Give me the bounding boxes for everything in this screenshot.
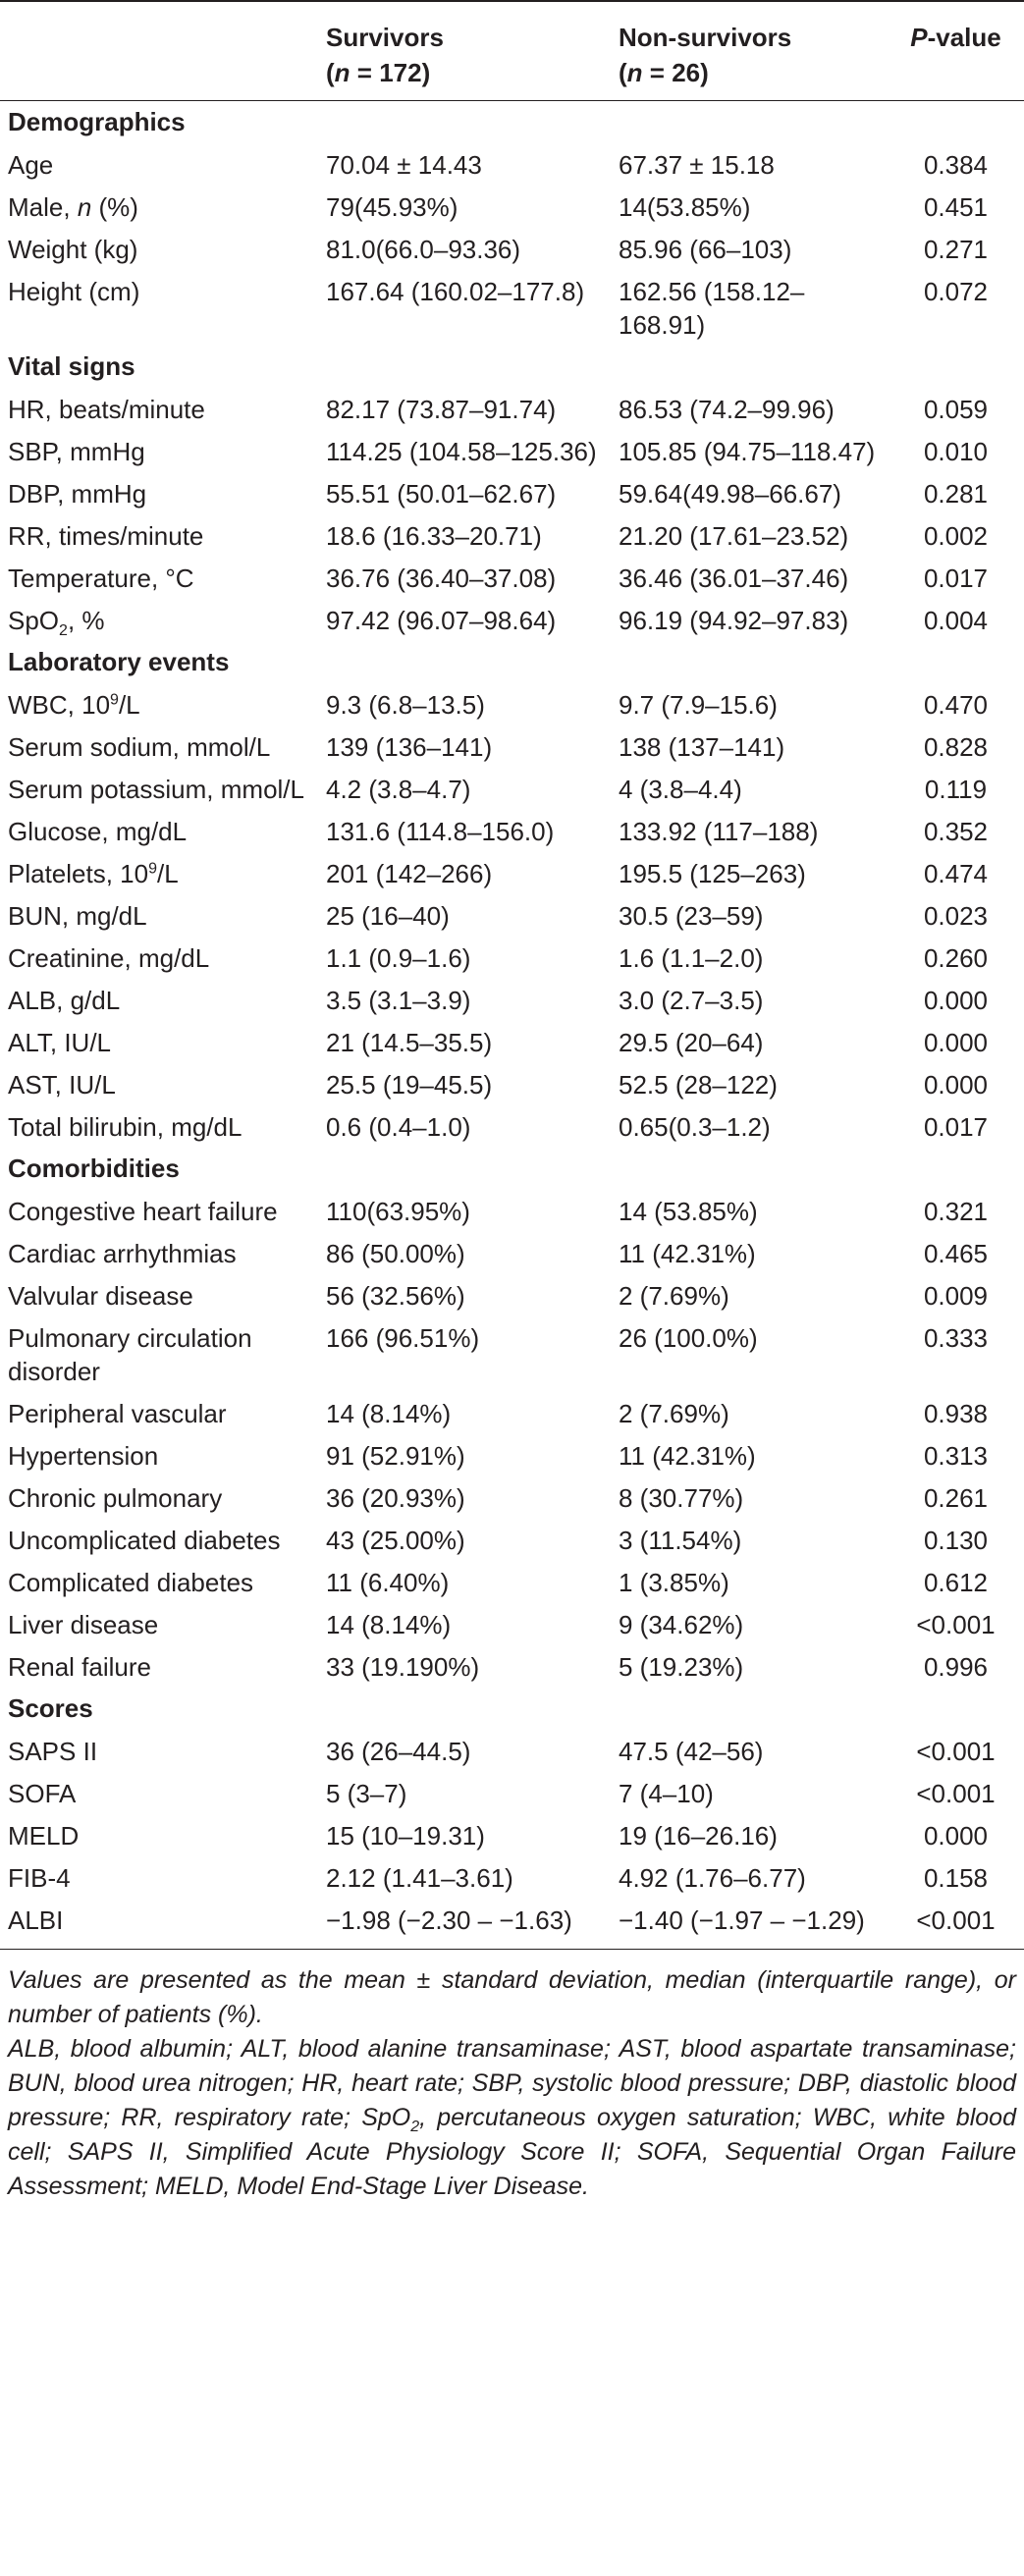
table-row xyxy=(0,270,1024,346)
nonsurvivors-value: 2 (7.69%) xyxy=(619,1281,729,1311)
table-row xyxy=(0,186,1024,228)
table-row xyxy=(0,1814,1024,1856)
p-value: 0.321 xyxy=(923,1197,989,1226)
survivors-value: 36 (20.93%) xyxy=(326,1483,465,1513)
variable-name: Serum potassium, mmol/L xyxy=(8,775,304,804)
table-row xyxy=(0,1519,1024,1561)
nonsurvivors-value: 3 (11.54%) xyxy=(619,1526,742,1555)
table-row xyxy=(0,1316,1024,1392)
p-value: 0.009 xyxy=(923,1281,989,1311)
variable-name: Liver disease xyxy=(8,1610,159,1639)
table-row xyxy=(0,388,1024,430)
nonsurvivors-value: 105.85 (94.75–118.47) xyxy=(619,437,876,466)
p-value: 0.333 xyxy=(923,1323,989,1353)
nonsurvivors-value: 133.92 (117–188) xyxy=(619,817,819,846)
variable-name: Temperature, °C xyxy=(8,564,194,593)
p-value: 0.002 xyxy=(923,521,989,551)
header-variable xyxy=(0,1,314,101)
p-value: 0.000 xyxy=(923,986,989,1015)
survivors-value: 5 (3–7) xyxy=(326,1779,407,1808)
p-value: 0.465 xyxy=(923,1239,989,1268)
table-row xyxy=(0,1772,1024,1814)
variable-name: ALT, IU/L xyxy=(8,1028,112,1057)
p-value: 0.119 xyxy=(924,775,988,804)
survivors-value: 0.6 (0.4–1.0) xyxy=(326,1112,471,1142)
p-value: 0.938 xyxy=(923,1399,989,1428)
variable-name: FIB-4 xyxy=(8,1863,71,1893)
survivors-value: 4.2 (3.8–4.7) xyxy=(326,775,471,804)
survivors-value: 70.04 ± 14.43 xyxy=(326,150,482,180)
variable-name: Weight (kg) xyxy=(8,235,138,264)
nonsurvivors-value: 7 (4–10) xyxy=(619,1779,714,1808)
nonsurvivors-value: 14 (53.85%) xyxy=(619,1197,758,1226)
survivors-value: 21 (14.5–35.5) xyxy=(326,1028,493,1057)
survivors-value: 25.5 (19–45.5) xyxy=(326,1070,493,1100)
nonsurvivors-value: 4.92 (1.76–6.77) xyxy=(619,1863,806,1893)
survivors-value: 81.0(66.0–93.36) xyxy=(326,235,521,264)
nonsurvivors-value: 5 (19.23%) xyxy=(619,1652,744,1682)
survivors-value: 82.17 (73.87–91.74) xyxy=(326,395,557,424)
survivors-value: 86 (50.00%) xyxy=(326,1239,465,1268)
variable-name: DBP, mmHg xyxy=(8,479,147,509)
p-value: 0.313 xyxy=(923,1441,989,1471)
nonsurvivors-value: 138 (137–141) xyxy=(619,732,785,762)
nonsurvivors-value: −1.40 (−1.97 – −1.29) xyxy=(607,1899,888,1950)
survivors-value: 139 (136–141) xyxy=(326,732,493,762)
footnote-values-note: Values are presented as the mean ± standard deviation, median (interquartile range), or number of patients (%). xyxy=(8,1966,1016,2028)
p-value: 0.281 xyxy=(923,479,989,509)
nonsurvivors-value: 96.19 (94.92–97.83) xyxy=(619,606,849,635)
table-row xyxy=(0,979,1024,1021)
p-value: 0.059 xyxy=(923,395,989,424)
variable-name: Chronic pulmonary xyxy=(8,1483,223,1513)
variable-name: WBC, $10^9/L$ xyxy=(8,690,140,720)
table-row xyxy=(0,1105,1024,1148)
table-row xyxy=(0,1603,1024,1645)
table-row xyxy=(0,1434,1024,1476)
table-row xyxy=(0,1856,1024,1899)
section-header-comorb xyxy=(0,1148,1024,1190)
table-row xyxy=(0,599,1024,641)
table-row xyxy=(0,1476,1024,1519)
table-row xyxy=(0,228,1024,270)
nonsurvivors-value: 26 (100.0%) xyxy=(619,1323,758,1353)
nonsurvivors-value: 52.5 (28–122) xyxy=(619,1070,778,1100)
variable-name: Age xyxy=(8,150,54,180)
table-footnote xyxy=(0,1950,1024,2204)
variable-name: Serum sodium, mmol/L xyxy=(8,732,271,762)
variable-name: Platelets, $10^9/L$ xyxy=(8,859,179,888)
nonsurvivors-value: 29.5 (20–64) xyxy=(619,1028,764,1057)
table-row xyxy=(0,514,1024,557)
p-value: 0.010 xyxy=(923,437,989,466)
table-row xyxy=(0,683,1024,725)
nonsurvivors-value: 36.46 (36.01–37.46) xyxy=(619,564,849,593)
nonsurvivors-value: 1.6 (1.1–2.0) xyxy=(619,943,764,973)
table-body xyxy=(0,101,1024,1950)
survivors-value: 110(63.95%) xyxy=(326,1197,470,1226)
p-value: <0.001 xyxy=(916,1610,996,1639)
nonsurvivors-value: 11 (42.31%) xyxy=(619,1441,756,1471)
variable-name: Total bilirubin, mg/dL xyxy=(8,1112,243,1142)
p-value: <0.001 xyxy=(916,1737,996,1766)
variable-name: RR, times/minute xyxy=(8,521,204,551)
variable-name: Valvular disease xyxy=(8,1281,193,1311)
table-header-row xyxy=(0,1,1024,101)
survivors-value: 14 (8.14%) xyxy=(326,1399,452,1428)
p-value: 0.451 xyxy=(923,192,989,222)
variable-name: SpO$_2$, % xyxy=(8,606,105,640)
section-title: Scores xyxy=(8,1693,93,1723)
variable-name: Peripheral vascular xyxy=(8,1399,227,1428)
survivors-value: 43 (25.00%) xyxy=(326,1526,465,1555)
table-row xyxy=(0,1063,1024,1105)
survivors-value: 15 (10–19.31) xyxy=(326,1821,485,1851)
nonsurvivors-value: 4 (3.8–4.4) xyxy=(619,775,742,804)
p-value: 0.017 xyxy=(923,1112,989,1142)
survivors-value: 1.1 (0.9–1.6) xyxy=(326,943,471,973)
p-value: 0.004 xyxy=(923,606,989,635)
p-value: 0.271 xyxy=(923,235,989,264)
nonsurvivors-value: 9.7 (7.9–15.6) xyxy=(619,690,778,720)
section-header-demographics xyxy=(0,101,1024,144)
variable-name: Hypertension xyxy=(8,1441,159,1471)
table-row xyxy=(0,894,1024,937)
variable-name: Pulmonary circulation disorder xyxy=(8,1323,252,1386)
section-header-lab xyxy=(0,641,1024,683)
survivors-value: 9.3 (6.8–13.5) xyxy=(326,690,485,720)
table-row xyxy=(0,1021,1024,1063)
survivors-value: 166 (96.51%) xyxy=(326,1323,480,1353)
survivors-value: 33 (19.190%) xyxy=(326,1652,480,1682)
variable-name: SAPS II xyxy=(8,1737,98,1766)
table-row xyxy=(0,1392,1024,1434)
p-value: 0.470 xyxy=(923,690,989,720)
nonsurvivors-value: 30.5 (23–59) xyxy=(619,901,764,931)
survivors-value: 201 (142–266) xyxy=(326,859,493,888)
nonsurvivors-value: 19 (16–26.16) xyxy=(619,1821,778,1851)
section-title: Vital signs xyxy=(8,351,135,381)
nonsurvivors-value: 2 (7.69%) xyxy=(619,1399,729,1428)
table-row xyxy=(0,1899,1024,1950)
p-value: <0.001 xyxy=(888,1899,1024,1950)
variable-name: Uncomplicated diabetes xyxy=(8,1526,281,1555)
survivors-value: 18.6 (16.33–20.71) xyxy=(326,521,542,551)
variable-name: ALB, g/dL xyxy=(8,986,121,1015)
survivors-value: 114.25 (104.58–125.36) xyxy=(326,437,597,466)
survivors-value: 167.64 (160.02–177.8) xyxy=(326,277,585,306)
p-value: 0.072 xyxy=(923,277,989,306)
variable-name: Cardiac arrhythmias xyxy=(8,1239,237,1268)
variable-name: Complicated diabetes xyxy=(8,1568,254,1597)
nonsurvivors-value: 67.37 ± 15.18 xyxy=(619,150,775,180)
table-row xyxy=(0,1730,1024,1772)
p-value: 0.023 xyxy=(923,901,989,931)
variable-name: BUN, mg/dL xyxy=(8,901,147,931)
section-title: Demographics xyxy=(8,107,186,136)
p-value: 0.474 xyxy=(923,859,989,888)
table-row xyxy=(0,1274,1024,1316)
variable-name: Height (cm) xyxy=(8,277,140,306)
table-row xyxy=(0,472,1024,514)
variable-name: HR, beats/minute xyxy=(8,395,205,424)
nonsurvivors-value: 11 (42.31%) xyxy=(619,1239,756,1268)
p-value: 0.000 xyxy=(923,1070,989,1100)
p-value: 0.352 xyxy=(923,817,989,846)
survivors-value: 56 (32.56%) xyxy=(326,1281,465,1311)
header-nonsurvivors: Non-survivors (n = 26) xyxy=(607,1,888,101)
table-row xyxy=(0,937,1024,979)
survivors-value: 14 (8.14%) xyxy=(326,1610,452,1639)
survivors-value: 79(45.93%) xyxy=(326,192,458,222)
nonsurvivors-value: 59.64(49.98–66.67) xyxy=(619,479,841,509)
nonsurvivors-value: 21.20 (17.61–23.52) xyxy=(619,521,849,551)
section-title: Comorbidities xyxy=(8,1154,180,1183)
nonsurvivors-value: 3.0 (2.7–3.5) xyxy=(619,986,764,1015)
nonsurvivors-value: 1 (3.85%) xyxy=(619,1568,729,1597)
variable-name: Renal failure xyxy=(8,1652,151,1682)
p-value: 0.384 xyxy=(923,150,989,180)
table-row xyxy=(0,725,1024,768)
p-value: 0.260 xyxy=(923,943,989,973)
nonsurvivors-value: 195.5 (125–263) xyxy=(619,859,806,888)
p-value: 0.828 xyxy=(923,732,989,762)
survivors-value: 36 (26–44.5) xyxy=(326,1737,471,1766)
p-value: 0.612 xyxy=(923,1568,989,1597)
section-header-vital xyxy=(0,346,1024,388)
survivors-value: 36.76 (36.40–37.08) xyxy=(326,564,557,593)
table-row xyxy=(0,1645,1024,1688)
variable-name: MELD xyxy=(8,1821,80,1851)
survivors-value: 97.42 (96.07–98.64) xyxy=(326,606,557,635)
variable-name: Creatinine, mg/dL xyxy=(8,943,210,973)
variable-name: AST, IU/L xyxy=(8,1070,116,1100)
survivors-value: 25 (16–40) xyxy=(326,901,450,931)
p-value: <0.001 xyxy=(916,1779,996,1808)
survivors-value: 11 (6.40%) xyxy=(326,1568,450,1597)
table-row xyxy=(0,768,1024,810)
table-row xyxy=(0,810,1024,852)
variable-name: Male, n (%) xyxy=(8,192,138,222)
table-row xyxy=(0,557,1024,599)
p-value: 0.000 xyxy=(923,1028,989,1057)
nonsurvivors-value: 86.53 (74.2–99.96) xyxy=(619,395,835,424)
footnote-abbreviations: ALB, blood albumin; ALT, blood alanine transaminase; AST, blood aspartate transaminase; BUN, blood urea nitrogen; HR, heart rate; SBP, systolic blood pressure; DBP, diastolic blood pressure; RR, respiratory rate; SpO$_2$, percutaneous oxygen saturation; WBC, white blood cell; SAPS II, Simplified Acute Physiology Score II; SOFA, Sequential Organ Failure Assessment; MELD, Model End-Stage Liver Disease. xyxy=(8,2035,1016,2200)
nonsurvivors-value: 14(53.85%) xyxy=(619,192,751,222)
nonsurvivors-value: 0.65(0.3–1.2) xyxy=(619,1112,771,1142)
header-survivors: Survivors (n = 172) xyxy=(314,1,607,101)
p-value: 0.130 xyxy=(923,1526,989,1555)
nonsurvivors-value: 162.56 (158.12–168.91) xyxy=(619,277,805,340)
survivors-value: 3.5 (3.1–3.9) xyxy=(326,986,471,1015)
variable-name: Congestive heart failure xyxy=(8,1197,278,1226)
survivors-value: 91 (52.91%) xyxy=(326,1441,465,1471)
table-row xyxy=(0,1190,1024,1232)
survivors-value: 55.51 (50.01–62.67) xyxy=(326,479,557,509)
section-header-scores xyxy=(0,1688,1024,1730)
nonsurvivors-value: 8 (30.77%) xyxy=(619,1483,744,1513)
p-value: 0.996 xyxy=(923,1652,989,1682)
variable-name: Glucose, mg/dL xyxy=(8,817,188,846)
header-pvalue: P-value xyxy=(888,1,1024,101)
variable-name: ALBI xyxy=(0,1899,314,1950)
table-row xyxy=(0,852,1024,894)
nonsurvivors-value: 9 (34.62%) xyxy=(619,1610,744,1639)
survivors-value: −1.98 (−2.30 – −1.63) xyxy=(314,1899,607,1950)
table-row xyxy=(0,143,1024,186)
section-title: Laboratory events xyxy=(8,647,230,676)
nonsurvivors-value: 85.96 (66–103) xyxy=(619,235,792,264)
p-value: 0.261 xyxy=(923,1483,989,1513)
table-row xyxy=(0,430,1024,472)
p-value: 0.017 xyxy=(923,564,989,593)
variable-name: SBP, mmHg xyxy=(8,437,145,466)
table-row xyxy=(0,1232,1024,1274)
variable-name: SOFA xyxy=(8,1779,77,1808)
survivors-value: 2.12 (1.41–3.61) xyxy=(326,1863,513,1893)
p-value: 0.000 xyxy=(923,1821,989,1851)
nonsurvivors-value: 47.5 (42–56) xyxy=(619,1737,764,1766)
p-value: 0.158 xyxy=(923,1863,989,1893)
table-row xyxy=(0,1561,1024,1603)
survivors-value: 131.6 (114.8–156.0) xyxy=(326,817,555,846)
